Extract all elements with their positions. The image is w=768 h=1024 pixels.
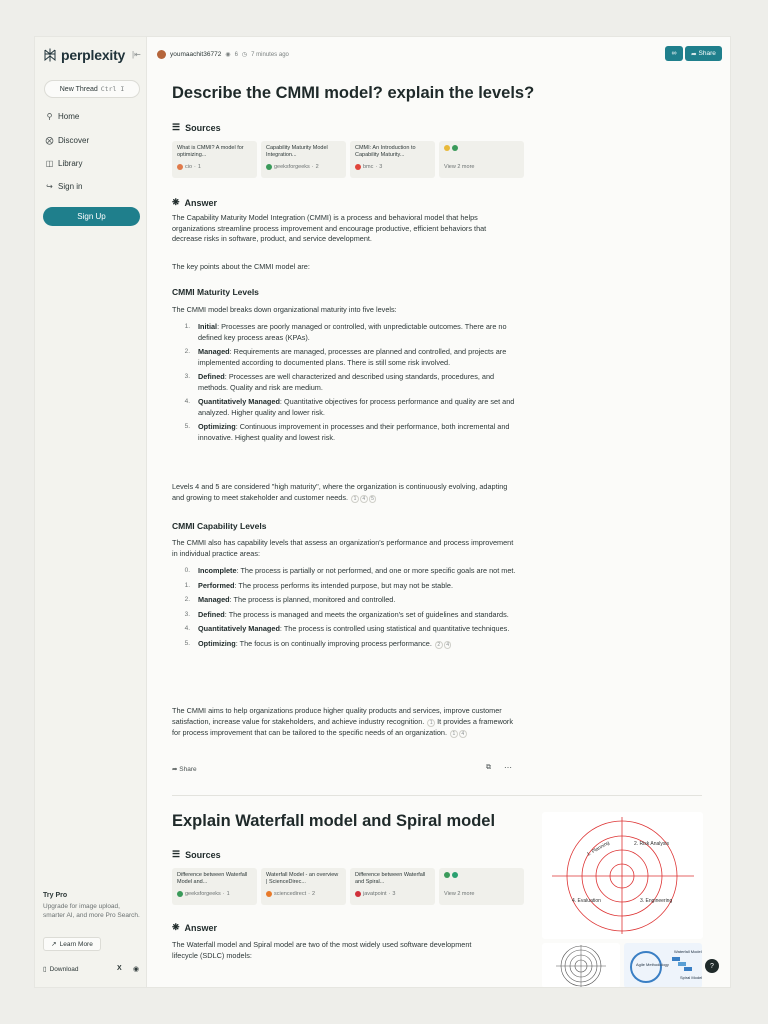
source-site-name: geeksforgeeks [274, 164, 310, 170]
username[interactable]: youmaachit36772 [170, 51, 222, 58]
site-favicon-icon [444, 872, 450, 878]
sidebar-item-library[interactable] [45, 159, 82, 168]
sources-heading [172, 122, 221, 133]
spiral-label: 3. Engineering [640, 898, 673, 904]
sidebar-item-label: Home [58, 112, 80, 121]
thumb-label: Waterfall Model [674, 949, 702, 954]
source-number: 3 [379, 164, 383, 170]
list-item [172, 595, 517, 606]
item-desc: : Processes are poorly managed or controlled, with unpredictable outcomes. There are no defined key process areas (KPAs). [198, 322, 507, 342]
site-favicon-icon [452, 872, 458, 878]
capability-list [172, 566, 517, 654]
item-number: 2. [184, 348, 190, 355]
thumb-label: Agile Methodology [636, 962, 669, 967]
source-card[interactable] [172, 868, 257, 905]
item-number: 0. [184, 567, 190, 574]
site-favicon-icon [444, 145, 450, 151]
list-item [172, 397, 517, 418]
link-icon: ∞ [671, 50, 677, 57]
maturity-list [172, 322, 517, 447]
question-title-2: Explain Waterfall model and Spiral model [172, 812, 496, 830]
sources-cards-2 [172, 868, 524, 905]
site-favicon-icon [266, 891, 272, 897]
sidebar [35, 37, 147, 987]
item-name: Defined [198, 372, 225, 381]
item-number: 3. [184, 373, 190, 380]
copy-link-button[interactable] [665, 46, 683, 61]
answer-label: Answer [184, 922, 218, 933]
citation[interactable]: 1 [351, 495, 359, 503]
citation[interactable]: 4 [360, 495, 368, 503]
sidebar-item-discover[interactable] [45, 136, 89, 145]
citation[interactable]: 1 [450, 730, 458, 738]
list-item [172, 322, 517, 343]
source-site: geeksforgeeks · 1 [177, 891, 252, 897]
site-favicon-icon [355, 891, 361, 897]
site-favicon-icon [452, 145, 458, 151]
maturity-outro-text: Levels 4 and 5 are considered "high maturity", where the organization is continuously evolving, adapting and growing to meet stakeholder and customer needs. [172, 482, 508, 502]
list-item [172, 566, 517, 577]
thread-meta [157, 50, 289, 59]
sign-up-button[interactable]: Sign Up [43, 207, 140, 226]
citation[interactable]: 2 [435, 641, 443, 649]
source-title: Capability Maturity Model Integration... [266, 145, 328, 158]
list-item [172, 347, 517, 368]
sources-cards [172, 141, 524, 178]
source-site: javatpoint · 3 [355, 891, 430, 897]
site-favicon-icon [266, 164, 272, 170]
answer-share-button[interactable] [172, 765, 197, 773]
item-name: Initial [198, 322, 218, 331]
item-desc: : The process is planned, monitored and controlled. [229, 595, 396, 604]
app-frame [34, 36, 731, 988]
item-number: 2. [184, 596, 190, 603]
source-number: 1 [197, 164, 201, 170]
sidebar-item-signin[interactable] [45, 182, 82, 191]
answer-intro: The Capability Maturity Model Integration (CMMI) is a process and behavioral model that helps organizations streamline process improvement and encourage productive, efficient behaviors that decrease risks in software, product, and service development. [172, 213, 487, 243]
item-name: Quantitatively Managed [198, 397, 280, 406]
thumb-label: Spiral Model [680, 975, 702, 980]
item-number: 5. [184, 639, 190, 647]
source-title: Difference between Waterfall and Spiral... [355, 872, 426, 885]
answer-outro [172, 706, 517, 740]
item-name: Performed [198, 580, 235, 590]
new-thread-button[interactable] [44, 80, 140, 98]
source-site: sciencedirect · 2 [266, 891, 341, 897]
perplexity-logo-icon [43, 48, 57, 62]
item-number: 4. [184, 625, 190, 632]
answer-key-points: The key points about the CMMI model are: [172, 262, 310, 271]
item-desc: : The process is managed and meets the organization's set of guidelines and standards. [224, 609, 509, 619]
source-number: 1 [226, 891, 230, 897]
list-item [172, 422, 517, 443]
more-favicons [444, 872, 519, 878]
topbar [147, 37, 730, 71]
collapse-sidebar-icon[interactable]: |⇤ [132, 50, 141, 59]
maturity-heading: CMMI Maturity Levels [172, 287, 259, 297]
source-site-name: cio [185, 164, 193, 170]
item-number: 4. [184, 398, 190, 405]
more-favicons [444, 145, 519, 151]
list-item [172, 639, 517, 651]
image-thumbnails [542, 943, 702, 988]
download-icon: ▯ [43, 966, 47, 973]
item-name: Incomplete [198, 566, 237, 575]
source-site: cio · 1 [177, 164, 252, 170]
source-number: 3 [392, 891, 396, 897]
source-number: 2 [311, 891, 316, 897]
item-desc: : Requirements are managed, processes are planned and controlled, and projects are implemented according to documented plans. There is still some risk involved. [198, 347, 507, 367]
source-number: 2 [315, 164, 319, 170]
answer-icon: ❋ [172, 922, 180, 932]
logo[interactable] [43, 47, 125, 63]
source-site-name: sciencedirect [274, 891, 307, 897]
source-site-name: geeksforgeeks [185, 891, 221, 897]
item-number: 3. [184, 610, 190, 618]
citation[interactable]: 4 [459, 730, 467, 738]
item-desc: : The process is partially or not performed, and one or more specific goals are not met. [236, 566, 516, 575]
sidebar-item-label: Library [58, 159, 83, 168]
list-item [172, 372, 517, 393]
share-label: Share [698, 50, 716, 57]
item-name: Optimizing [198, 638, 236, 648]
item-name: Managed [198, 347, 230, 356]
list-item [172, 610, 517, 621]
maturity-intro: The CMMI model breaks down organizational maturity into five levels: [172, 305, 397, 314]
share-icon: ➦ [172, 766, 178, 773]
item-desc: : The focus is on continually improving process performance. [235, 638, 432, 648]
list-item [172, 581, 517, 592]
item-number: 1. [184, 323, 190, 330]
item-desc: : The process is controlled using statistical and quantitative techniques. [279, 624, 510, 633]
question-title: Describe the CMMI model? explain the levels? [172, 84, 535, 102]
view-count: 6 [234, 51, 238, 58]
image-thumbnail[interactable] [542, 943, 620, 988]
item-desc: : Continuous improvement in processes and their performance, both incremental and innovative. Highest quality and lowest risk. [198, 422, 510, 442]
site-favicon-icon [355, 164, 361, 170]
item-number: 5. [184, 423, 190, 430]
sidebar-item-label: Discover [58, 136, 90, 145]
item-desc: : Processes are well characterized and described using standards, procedures, and methods. Quality and risk are medium. [198, 372, 495, 392]
spiral-model-image[interactable] [542, 812, 703, 939]
sidebar-item-home[interactable] [45, 112, 79, 121]
signin-icon: ↪ [46, 182, 53, 191]
agile-waterfall-thumbnail [624, 943, 702, 988]
source-site: bmc · 3 [355, 164, 430, 170]
spiral-label: 4. Evaluation [572, 898, 601, 904]
spiral-thumbnail [542, 943, 620, 988]
eye-icon: ◉ [225, 52, 231, 58]
source-card[interactable] [261, 868, 346, 905]
try-pro-title: Try Pro [43, 892, 68, 899]
item-desc: : The process performs its intended purpose, but may not be stable. [234, 580, 453, 590]
share-icon: ➦ [691, 50, 697, 58]
answer-heading-2 [172, 922, 217, 933]
source-card[interactable] [350, 141, 435, 178]
answer-label: Answer [184, 197, 218, 208]
view-more-label: View 2 more [444, 891, 475, 897]
new-thread-label: New Thread [59, 85, 98, 93]
view-more-label: View 2 more [444, 164, 475, 170]
site-favicon-icon [177, 164, 183, 170]
list-item [172, 624, 517, 635]
search-icon: ⚲ [46, 112, 53, 121]
answer-intro-2: The Waterfall model and Spiral model are two of the most widely used software development lifecycle (SDLC) models: [172, 940, 472, 960]
citation[interactable]: 1 [427, 719, 435, 727]
outro-text: The CMMI aims to help organizations produce higher quality products and services, improve customer satisfaction, increase value for stakeholders, and achieve industry recognition. [172, 706, 502, 726]
try-pro-panel [43, 892, 143, 920]
x-twitter-icon[interactable]: X [117, 965, 122, 972]
answer-heading [172, 197, 217, 208]
compass-icon: ⨂ [45, 136, 54, 145]
item-name: Defined [198, 609, 225, 619]
sources-icon: ☰ [172, 122, 181, 132]
spiral-label: 2. Risk Analysis [634, 841, 670, 847]
site-favicon-icon [177, 891, 183, 897]
sources-icon: ☰ [172, 849, 181, 859]
library-icon: ◫ [45, 159, 54, 168]
try-pro-description: Upgrade for image upload, smarter AI, and more Pro Search. [43, 903, 140, 919]
source-card[interactable] [261, 141, 346, 178]
learn-more-button[interactable] [43, 937, 101, 951]
citation[interactable]: 5 [369, 495, 377, 503]
learn-more-label: Learn More [59, 940, 93, 948]
sources-heading-2 [172, 849, 221, 860]
maturity-outro [172, 482, 517, 504]
spiral-label: 1. Planning [586, 840, 611, 858]
discord-icon[interactable]: ◉ [133, 966, 140, 973]
source-title: CMMI: An Introduction to Capability Maturity... [355, 145, 416, 158]
capability-intro: The CMMI also has capability levels that assess an organization's performance and process improvement in individual practice areas: [172, 538, 514, 558]
image-thumbnail[interactable] [624, 943, 702, 988]
share-button[interactable] [685, 46, 722, 61]
thread-divider [172, 795, 702, 796]
citation[interactable]: 4 [444, 641, 452, 649]
view-more-sources[interactable] [439, 868, 524, 905]
timestamp: 7 minutes ago [251, 51, 289, 58]
copy-icon[interactable]: ⧉ [486, 764, 491, 771]
download-link[interactable] [43, 965, 79, 973]
source-title: What is CMMI? A model for optimizing... [177, 145, 244, 158]
capability-heading: CMMI Capability Levels [172, 521, 267, 531]
outro-text-2: It provides a framework for process improvement that can be tailored to the specific needs of an organization. [172, 716, 513, 737]
sidebar-item-label: Sign in [58, 182, 83, 191]
item-name: Quantitatively Managed [198, 624, 280, 633]
logo-text: perplexity [61, 47, 126, 63]
item-name: Optimizing [198, 422, 236, 431]
answer-share-label: Share [179, 766, 197, 773]
source-site: geeksforgeeks · 2 [266, 164, 341, 170]
help-button[interactable]: ? [705, 959, 719, 973]
source-site-name: bmc [363, 164, 374, 170]
sources-label: Sources [185, 849, 221, 860]
answer-icon: ❋ [172, 197, 180, 207]
arrow-up-right-icon: ↗ [51, 941, 57, 948]
source-title: Difference between Waterfall Model and... [177, 872, 248, 885]
item-desc: : Quantitative objectives for process performance and quality are set and analyzed. Higher quality and lower risk. [198, 397, 515, 417]
shortcut-hint: Ctrl I [100, 85, 125, 93]
download-label: Download [49, 965, 79, 973]
spiral-diagram [542, 812, 703, 939]
avatar[interactable] [157, 50, 166, 59]
source-title: Waterfall Model - an overview | ScienceDirec... [266, 872, 339, 885]
sources-label: Sources [185, 122, 221, 133]
clock-icon: ◷ [241, 52, 248, 58]
view-more-sources[interactable] [439, 141, 524, 178]
item-name: Managed [198, 595, 230, 604]
more-options-icon[interactable]: ⋯ [504, 763, 512, 772]
source-card[interactable] [172, 141, 257, 178]
source-site-name: javatpoint [363, 891, 387, 897]
source-card[interactable] [350, 868, 435, 905]
item-number: 1. [184, 581, 190, 589]
